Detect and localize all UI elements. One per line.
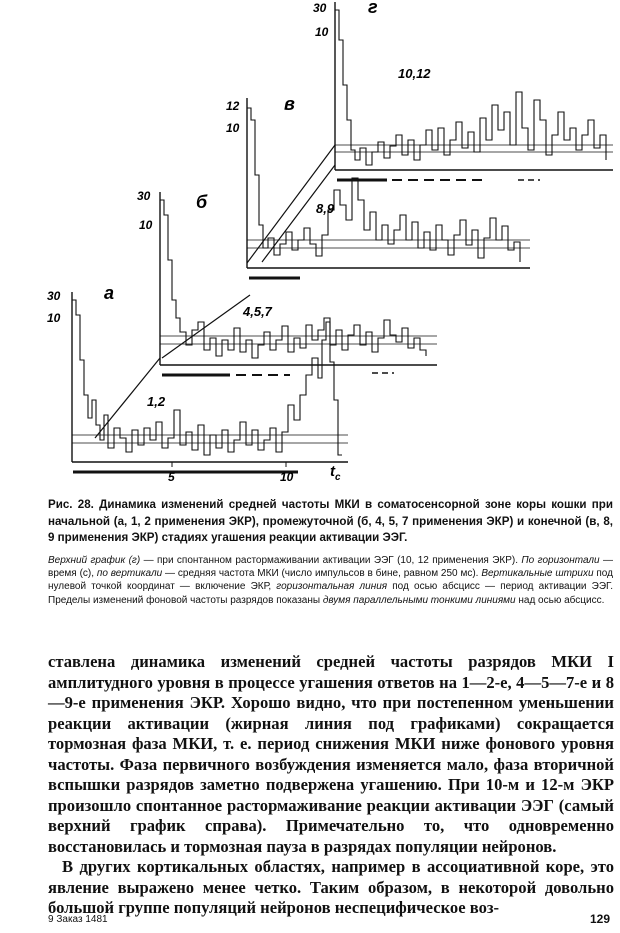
y-tick-v-10: 10 xyxy=(226,121,240,135)
x-tick-10: 10 xyxy=(280,470,294,484)
y-tick-a-10: 10 xyxy=(47,311,61,325)
y-tick-b-30: 30 xyxy=(137,189,151,203)
figure-caption-detail: Верхний график (г) — при спонтанном растормаживании активации ЭЭГ (10, 12 применения ЭКР). По горизонтали — время (с), по вертикали — средняя частота МКИ (число импульсов в бине, равном 250 мс). Вертикальные штрихи под нулевой точкой координат — включение ЭКР, горизонтальная линия под осью абсцисс — период активации ЭЭГ. Пределы изменений фоновой частоты разрядов показаны двумя параллельными тонкими линиями над осью абсцисс. xyxy=(48,555,614,606)
panel-label-a: а xyxy=(104,283,115,303)
graph-b xyxy=(160,192,437,375)
figure-caption: Рис. 28. Динамика изменений средней частоты МКИ в соматосенсорной зоне коры кошки при начальной (а, 1, 2 применения ЭКР), промежуточной (б, 4, 5, 7 применения ЭКР) и конечной (в, 8, 9 применения ЭКР) стадиях угашения реакции активации ЭЭГ. xyxy=(48,498,613,544)
stage-label-v: 8,9 xyxy=(316,201,335,216)
graph-v xyxy=(247,98,530,278)
body-text xyxy=(48,652,614,919)
y-tick-v-12: 12 xyxy=(226,99,240,113)
panel-label-v: в xyxy=(284,94,295,114)
stage-label-a: 1,2 xyxy=(147,394,166,409)
x-tick-5: 5 xyxy=(168,470,175,484)
stage-label-g: 10,12 xyxy=(398,66,431,81)
panel-label-g: г xyxy=(368,0,378,17)
page-number: 129 xyxy=(589,912,610,926)
footer-print-mark: 9 Заказ 1481 xyxy=(48,914,108,925)
panel-label-b: б xyxy=(196,192,208,212)
paragraph-1: ставлена динамика изменений средней частоты разрядов МКИ I амплитудного уровня в процессе угашения ответов на 1—2-е, 4—5—7-е и 8—9-е применения ЭКР. Хорошо видно, что при постепенном уменьшении реакции активации (жирная линия под графиками) сокращается тормозная фаза МКИ, т. е. период снижения МКИ ниже фонового уровня частоты. Фаза первичного возбуждения изменяется мало, фаза вторичной вспышки разрядов заметно подвержена угашению. При 10-м и 12-м ЭКР произошло спонтанное растормаживание реакции активации ЭЭГ (самый верхний график справа). Примечательно то, что одновременно восстановилась и тормозная пауза в разрядах популяции нейронов. xyxy=(48,652,614,856)
x-axis-end-label: $t_c$ xyxy=(330,463,341,483)
graph-a xyxy=(72,292,348,472)
stage-label-b: 4,5,7 xyxy=(243,304,272,319)
y-tick-b-10: 10 xyxy=(139,218,153,232)
graph-g xyxy=(335,2,613,180)
y-tick-g-30: 30 xyxy=(313,1,327,15)
y-tick-a-30: 30 xyxy=(47,289,61,303)
paragraph-2: В других кортикальных областях, например в ассоциативной коре, это явление выражено менее четко. Таким образом, в некоторой довольно большой группе популяций нейронов неспецифическое воз- xyxy=(48,857,614,917)
y-tick-g-10: 10 xyxy=(315,25,329,39)
